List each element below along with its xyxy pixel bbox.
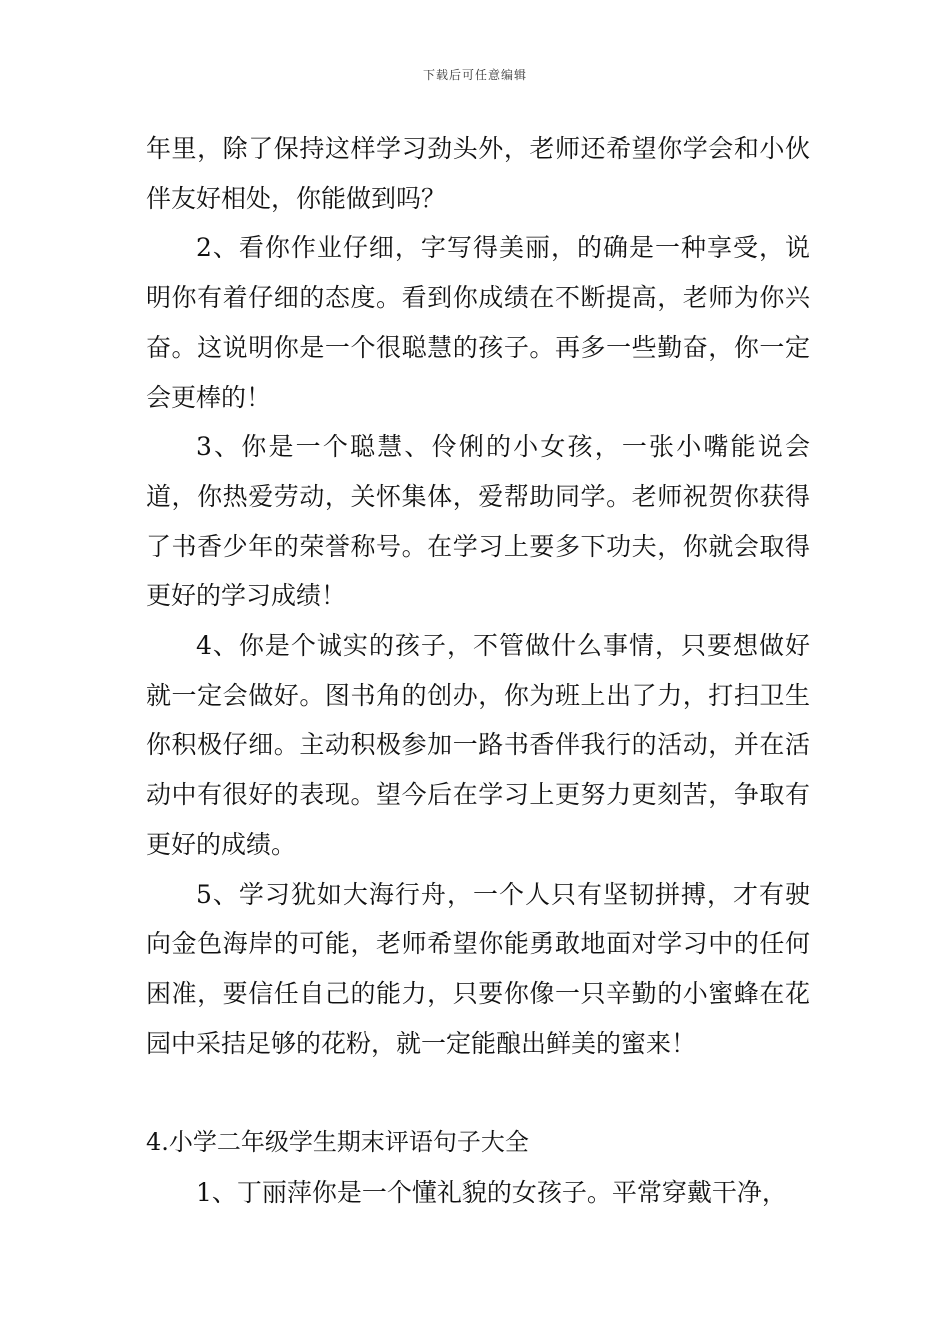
paragraph-item-3: 3、你是一个聪慧、伶俐的小女孩，一张小嘴能说会道，你热爱劳动，关怀集体，爱帮助同学。老师祝贺你获得了书香少年的荣誉称号。在学习上要多下功夫，你就会取得更好的学习成绩！ xyxy=(146,432,810,611)
section-paragraph-1: 1、丁丽萍你是一个懂礼貌的女孩子。平常穿戴干净， xyxy=(196,1177,787,1207)
paragraph-item-5: 5、学习犹如大海行舟，一个人只有坚韧拼搏，才有驶向金色海岸的可能，老师希望你能勇敢地面对学习中的任何困准，要信任自己的能力，只要你像一只辛勤的小蜜蜂在花园中采拮足够的花粉，就一定能酿出鲜美的蜜来！ xyxy=(146,879,810,1058)
paragraph-item-4: 4、你是个诚实的孩子，不管做什么事情，只要想做好就一定会做好。图书角的创办，你为班上出了力，打扫卫生你积极仔细。主动积极参加一路书香伴我行的活动，并在活动中有很好的表现。望今后在学习上更努力更刻苦，争取有更好的成绩。 xyxy=(146,631,810,859)
section-heading: 4.小学二年级学生期末评语句子大全 xyxy=(146,1128,529,1157)
paragraph-continuation: 年里，除了保持这样学习劲头外，老师还希望你学会和小伙伴友好相处，你能做到吗？ xyxy=(146,134,810,213)
page-header-note: 下载后可任意编辑 xyxy=(422,68,527,82)
document-body xyxy=(146,124,810,1217)
paragraph-item-2: 2、看你作业仔细，字写得美丽，的确是一种享受，说明你有着仔细的态度。看到你成绩在不断提高，老师为你兴奋。这说明你是一个很聪慧的孩子。再多一些勤奋，你一定会更棒的！ xyxy=(146,233,810,412)
